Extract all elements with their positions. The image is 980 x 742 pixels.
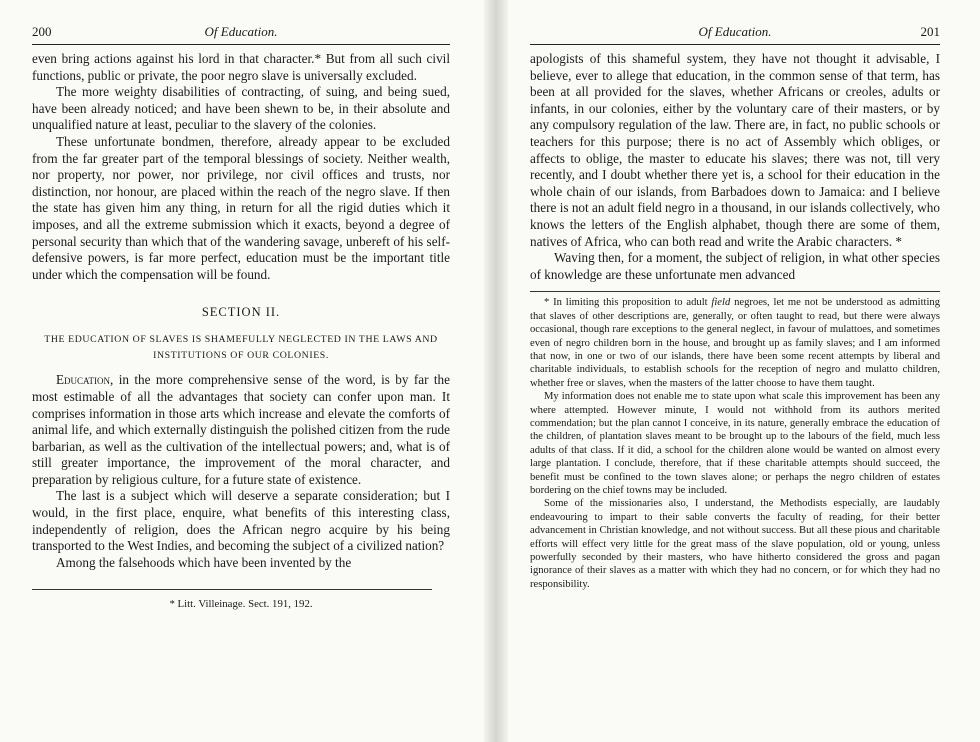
paragraph-text: in the more comprehensive sense of the word, is by far the most estimable of all the advantages that society can confer upon man. It comprises information in those arts which increase and elevate the comforts of animal life, and which externally distinguish the polished citizen from the rude barbarian, as well as the cultivation of the intellectual powers; and, what is of still greater importance, the improvement of the moral character, and preparation by religious culture, for a future state of existence. [32,372,450,487]
left-paragraph [32,372,450,488]
left-running-head: Of Education. [204,24,278,39]
book-spine-shadow [484,0,508,742]
footnote-italic-word: field [711,297,731,309]
right-page-number: 201 [920,24,940,39]
right-running-head: Of Education. [698,24,772,39]
left-header-rule [32,44,450,45]
right-paragraph: Waving then, for a moment, the subject of religion, in what other species of knowledge are these unfortunate men advanced [530,250,940,282]
footnote-rule [32,589,432,590]
left-paragraph: The more weighty disabilities of contracting, of suing, and being sued, have been already noticed; and have been shewn to be, in their absolute and unqualified nature at least, peculiar to the slavery of the colonies. [32,84,450,133]
left-page-number: 200 [32,24,52,39]
footnote-text: negroes, let me not be understood as admitting that slaves of other descriptions are, generally, or often taught to read, but there were always occasional, though rare exceptions to the general neglect, in favour of mulattoes, and sometimes even of negro children born in the house, and brought up as family slaves; and I am informed that now, in one or two of our islands, there have been some recent attempts by liberal and charitable individuals, to establish schools for the reception of negro and mulatto children, whether free or slaves, when the masters of the latter choose to have them taught. [530,297,941,389]
right-page-header [530,24,940,44]
left-page [32,24,450,613]
lead-word: Education, [56,372,114,388]
left-paragraph: These unfortunate bondmen, therefore, already appear to be excluded from the far greater part of the temporal blessings of society. Neither wealth, nor property, nor power, nor privilege, nor civil offices and trusts, nor distinction, nor honour, are placed within the reach of the negro slave. If then the state has given him any thing, in return for all the rigid duties which it imposes, and all the extreme submission which it exacts, beyond a degree of personal security than which that of the wandering savage, unbereft of his self-defensive powers, is far more perfect, education must be the important title under which the compensation will be found. [32,133,450,282]
section-subtitle: THE EDUCATION OF SLAVES IS SHAMEFULLY NEGLECTED IN THE LAWS AND INSTITUTIONS OF OUR COLONIES. [44,334,438,362]
left-footnote: * Litt. Villeinage. Sect. 191, 192. [169,598,313,611]
left-paragraph: even bring actions against his lord in that character.* But from all such civil functions, public or private, the poor negro slave is universally excluded. [32,51,450,83]
footnote-paragraph: Some of the missionaries also, I understand, the Methodists especially, are laudably endeavouring to impart to their sable converts the faculty of reading, for their better advancement in Christian knowledge, and not without success. But all these pious and charitable efforts will effect very little for the great mass of the slave population, old or young, unless powerfully seconded by their masters, who have hitherto considered the gross and pagan ignorance of their slaves as a matter with which they had no concern, or for which they had no responsibility. [530,498,940,590]
right-paragraph: apologists of this shameful system, they have not thought it advisable, I believe, ever to allege that education, in the common sense of that term, has been at all provided for the slaves, whether Africans or creoles, adults or infants, in our colonies, either by the voluntary care of their masters, or by any compulsory regulation of the law. There are, in fact, no public schools or teachers for this purpose; there is no act of Assembly which obliges, or affects to oblige, the master to educate his slaves; there was not, till very recently, and I doubt whether there yet is, a school for their education in the whole chain of our islands, from Barbadoes down to Jamaica: and I believe there is not an adult field negro in a thousand, in our islands collectively, who knows the letters of the English alphabet, though there are some of them, natives of Africa, who can both read and write the Arabic characters. * [530,51,940,249]
footnote-rule [530,291,940,292]
left-page-header [32,24,450,44]
left-paragraph: The last is a subject which will deserve a separate consideration; but I would, in the first place, enquire, what benefits of this interesting class, independently of religion, does the African negro acquire by his being transported to the West Indies, and becoming the subject of a civilized nation? [32,488,450,554]
footnote-text: * In limiting this proposition to adult [544,297,712,309]
footnote-paragraph: My information does not enable me to state upon what scale this improvement has been any where attempted. However minute, I would not withhold from its authors merited commendation; but the plan cannot I conceive, in its nature, generally embrace the education of the children, of plantation slaves meant to be brought up to the labours of the field, much less adults of that class. If it did, a school for the children alone would be wanted on almost every large plantation. I conclude, therefore, that if these charitable attempts should succeed, the benefit must be confined to the town slaves alone; or perhaps the negro children of estates bordering on the chief towns may be included. [530,391,940,496]
right-header-rule [530,44,940,45]
footnote-paragraph [530,296,940,390]
section-title: SECTION II. [201,305,281,320]
left-paragraph: Among the falsehoods which have been invented by the [56,554,352,570]
right-footnotes [530,296,940,591]
right-page [530,24,940,591]
